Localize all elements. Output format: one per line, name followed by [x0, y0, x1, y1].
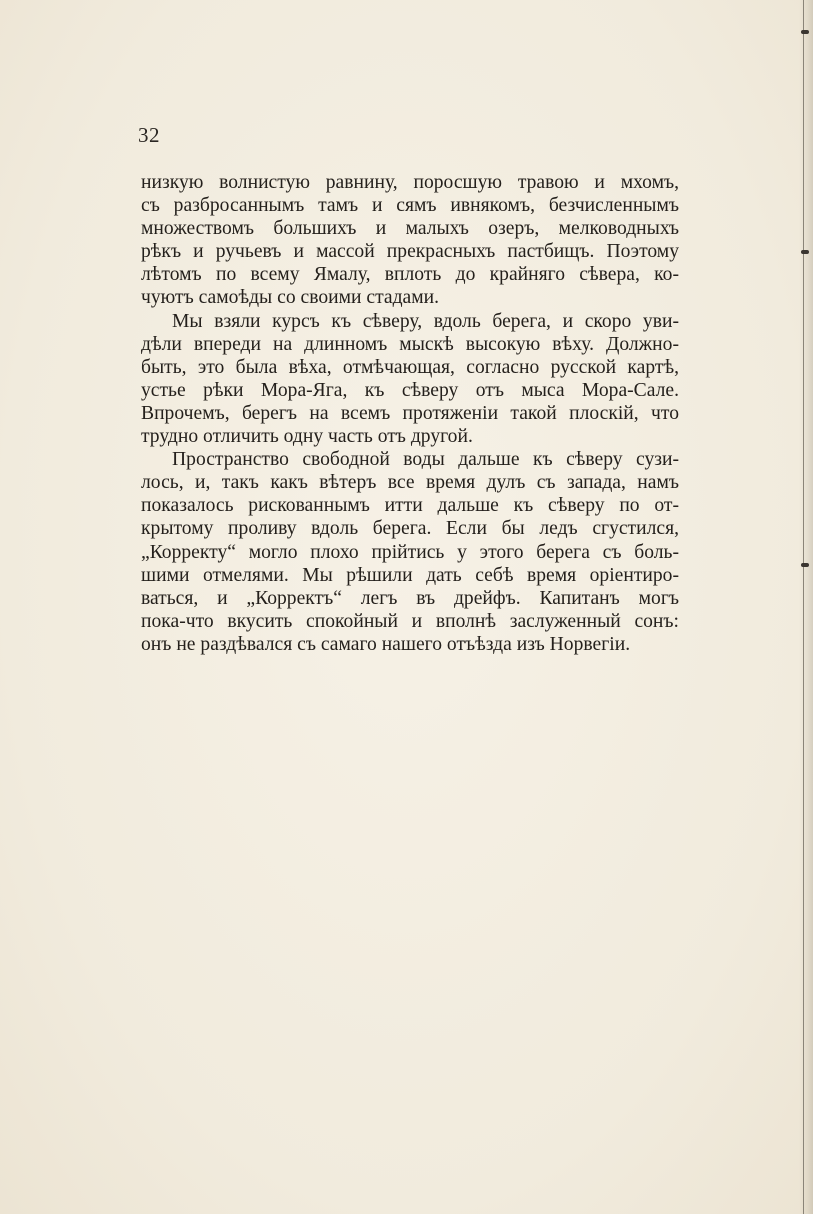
- text-line: съ разбросаннымъ тамъ и сямъ ивнякомъ, безчисленнымъ: [141, 195, 679, 217]
- text-line: пока-что вкусить спокойный и вполнѣ заслуженный сонъ:: [141, 610, 679, 632]
- text-line: лось, и, такъ какъ вѣтеръ все время дулъ съ запада, намъ: [141, 472, 679, 494]
- text-line: низкую волнистую равнину, поросшую травою и мхомъ,: [141, 172, 679, 193]
- text-line: „Корректу“ могло плохо прійтись у этого берега съ боль-: [141, 541, 679, 563]
- page-edge-shadow: [799, 0, 813, 1214]
- text-line: показалось рискованнымъ итти дальше къ сѣверу по от-: [141, 495, 679, 517]
- edge-mark: [801, 250, 809, 254]
- page-body-text: [141, 171, 679, 656]
- page-edge-line: [803, 0, 804, 1214]
- text-line: чуютъ самоѣды со своими стадами.: [141, 287, 440, 309]
- text-line: Впрочемъ, берегъ на всемъ протяженіи такой плоскій, что: [141, 402, 679, 424]
- text-line: Пространство свободной воды дальше къ сѣверу сузи-: [172, 449, 679, 471]
- text-line: онъ не раздѣвался съ самаго нашего отъѣзда изъ Норвегіи.: [141, 633, 631, 655]
- text-line: Мы взяли курсъ къ сѣверу, вдоль берега, и скоро уви-: [172, 310, 679, 332]
- text-line: лѣтомъ по всему Ямалу, вплоть до крайняго сѣвера, ко-: [141, 264, 679, 286]
- text-line: ваться, и „Корректъ“ легъ въ дрейфъ. Капитанъ могъ: [141, 587, 679, 609]
- text-line: устье рѣки Мора-Яга, къ сѣверу отъ мыса Мора-Сале.: [141, 379, 679, 401]
- text-line: быть, это была вѣха, отмѣчающая, согласно русской картѣ,: [141, 356, 679, 378]
- edge-mark: [801, 30, 809, 34]
- edge-mark: [801, 563, 809, 567]
- text-line: рѣкъ и ручьевъ и массой прекрасныхъ пастбищъ. Поэтому: [141, 241, 679, 263]
- page-number: 32: [138, 123, 160, 147]
- text-line: трудно отличить одну часть отъ другой.: [141, 426, 473, 448]
- text-line: шими отмелями. Мы рѣшили дать себѣ время оріентиро-: [141, 564, 679, 586]
- text-line: множествомъ большихъ и малыхъ озеръ, мелководныхъ: [141, 218, 679, 240]
- text-line: дѣли впереди на длинномъ мыскѣ высокую вѣху. Должно-: [141, 333, 679, 355]
- text-line: крытому проливу вдоль берега. Если бы ледъ сгустился,: [141, 518, 679, 540]
